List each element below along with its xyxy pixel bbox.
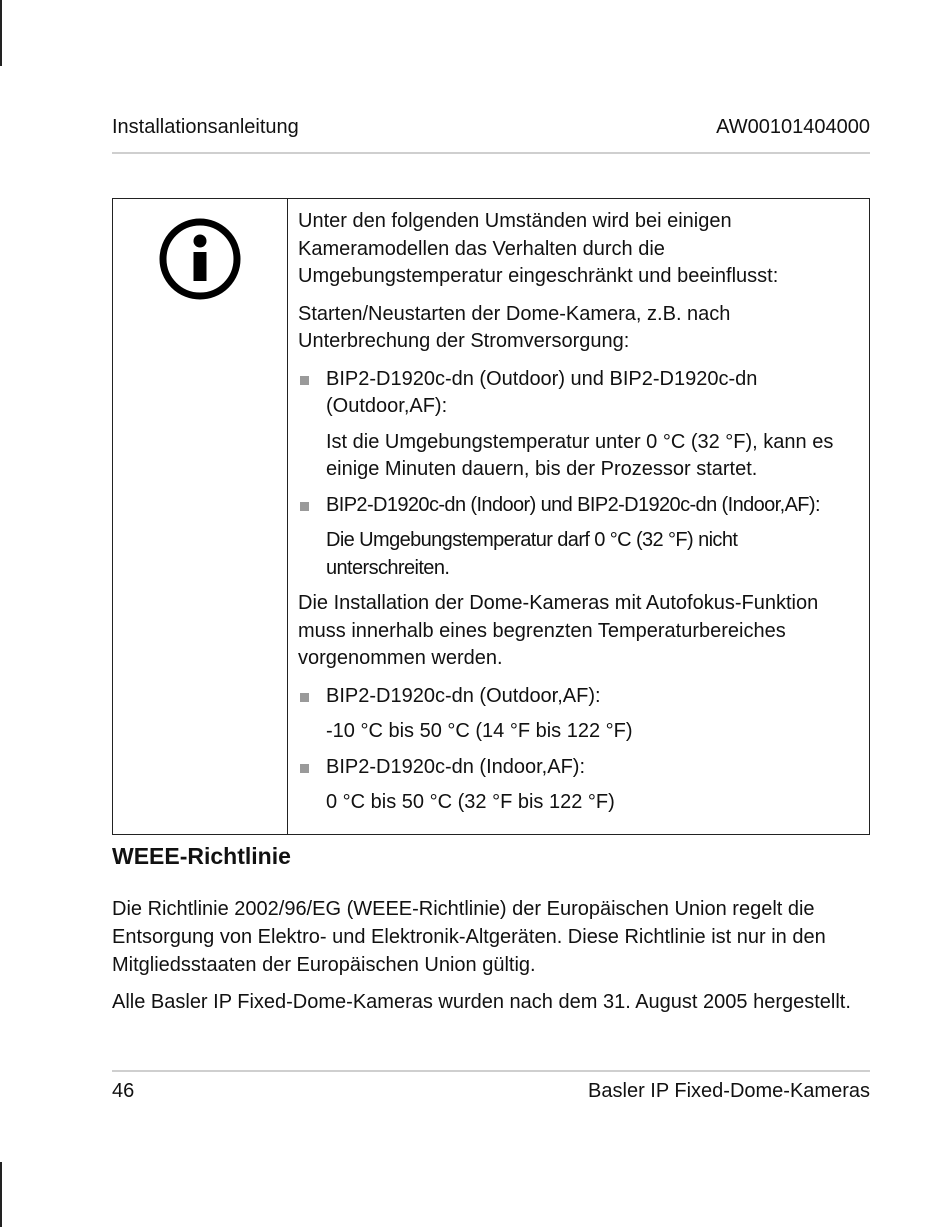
list-item-label: BIP2-D1920c-dn (Outdoor,AF): [326, 684, 601, 707]
list-item-detail: Ist die Umgebungstemperatur unter 0 °C (32 °F), kann es einige Minuten dauern, bis der Prozessor startet. [326, 430, 834, 480]
paragraph: Die Richtlinie 2002/96/EG (WEEE-Richtlinie) der Europäischen Union regelt die Entsorgung von Elektro- und Elektronik-Altgeräten. Diese Richtlinie ist nur in den Mitgliedsstaaten der Europäischen Union gültig. [112, 898, 826, 976]
bullet-square-icon [300, 764, 309, 773]
note-icon-cell [113, 199, 288, 834]
list-item-detail: Die Umgebungstemperatur darf 0 °C (32 °F) nicht unterschreiten. [326, 529, 738, 579]
info-icon [158, 217, 242, 301]
list-item-detail: -10 °C bis 50 °C (14 °F bis 122 °F) [326, 720, 633, 742]
crop-mark-bottom [0, 1162, 2, 1227]
paragraph: Alle Basler IP Fixed-Dome-Kameras wurden nach dem 31. August 2005 hergestellt. [112, 991, 851, 1013]
crop-mark-top [0, 0, 2, 66]
section-heading: WEEE-Richtlinie [112, 843, 291, 869]
note-intro: Unter den folgenden Umständen wird bei einigen Kameramodellen das Verhalten durch die Umgebungstemperatur eingeschränkt und beeinflusst: [298, 210, 779, 287]
list-item [298, 683, 859, 711]
section-body [112, 895, 872, 1025]
startup-heading: Starten/Neustarten der Dome-Kamera, z.B. nach Unterbrechung der Stromversorgung: [298, 302, 731, 352]
list-item-detail: 0 °C bis 50 °C (32 °F bis 122 °F) [326, 791, 615, 813]
list-item [298, 754, 859, 782]
list-item-label: BIP2-D1920c-dn (Indoor,AF): [326, 755, 586, 778]
list-item [298, 492, 859, 520]
header-doc-number: AW00101404000 [716, 116, 870, 138]
list-item-label: BIP2-D1920c-dn (Outdoor) und BIP2-D1920c-dn (Outdoor,AF): [326, 367, 758, 417]
bullet-square-icon [300, 376, 309, 385]
info-note-box [112, 198, 870, 835]
bullet-square-icon [300, 502, 309, 511]
page-number: 46 [112, 1080, 135, 1102]
bullet-square-icon [300, 693, 309, 702]
page-header [112, 116, 870, 154]
footer-title: Basler IP Fixed-Dome-Kameras [588, 1080, 870, 1102]
list-item-label: BIP2-D1920c-dn (Indoor) und BIP2-D1920c-dn (Indoor,AF): [326, 493, 820, 516]
list-item [298, 366, 859, 421]
header-doc-type: Installationsanleitung [112, 116, 299, 138]
note-text-cell [288, 199, 869, 834]
af-heading: Die Installation der Dome-Kameras mit Autofokus-Funktion muss innerhalb eines begrenzten Temperaturbereiches vorgenommen werden. [298, 592, 819, 669]
page-footer [112, 1070, 870, 1103]
